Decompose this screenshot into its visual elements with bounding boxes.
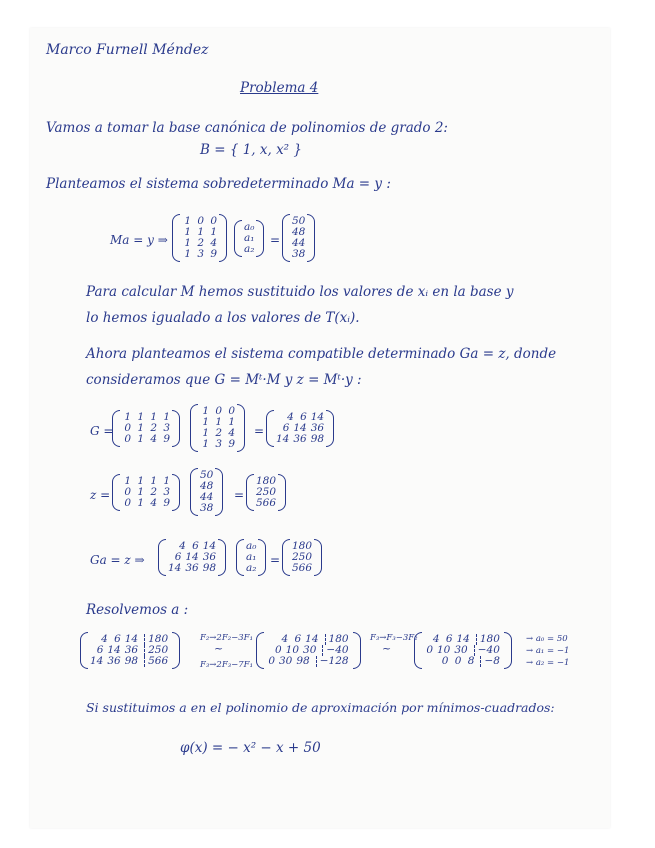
matrix-cell: 1 xyxy=(163,475,170,487)
matrix-cell: 4 xyxy=(179,540,186,552)
matrix-cell: 9 xyxy=(163,497,170,509)
matrix-left-bracket xyxy=(236,539,244,576)
para-M-line1: Para calcular M hemos sustituido los valores de xᵢ en la base y xyxy=(86,284,514,300)
row-equivalence-icon: ~ xyxy=(214,642,224,655)
matrix-row xyxy=(276,434,324,445)
matrix-cell: 2 xyxy=(150,422,157,434)
vector-y xyxy=(282,214,315,262)
matrix-cell: −40 xyxy=(474,645,500,656)
matrix-right-bracket xyxy=(326,410,334,447)
matrix-cell: 30 xyxy=(303,644,317,656)
matrix-cell: 44 xyxy=(292,237,306,249)
matrix-cell: 0 xyxy=(210,215,217,227)
matrix-left-bracket xyxy=(158,539,166,576)
matrix-cell: a₀ xyxy=(246,540,257,552)
matrix-left-bracket xyxy=(246,474,254,511)
matrix-left-bracket xyxy=(266,410,274,447)
matrix-row xyxy=(266,656,351,667)
equals-sign: = xyxy=(234,488,245,502)
matrix-cell: 0 xyxy=(228,405,235,417)
result-a2: → a₂ = −1 xyxy=(526,658,570,668)
matrix-cell: −40 xyxy=(322,645,348,656)
matrix-row xyxy=(424,656,502,667)
matrix-cell: 1 xyxy=(184,215,191,227)
matrix-cell: 44 xyxy=(200,491,214,503)
eq1-lhs: Ma = y ⇒ xyxy=(110,233,168,247)
matrix-cell: 0 xyxy=(274,644,282,656)
matrix-cell: 6 xyxy=(300,411,307,423)
matrix-cell: 38 xyxy=(200,502,214,514)
matrix-cell: 8 xyxy=(467,655,475,667)
vector-a xyxy=(236,539,266,576)
matrix-cell: 1 xyxy=(202,438,209,450)
matrix-cell: 4 xyxy=(150,433,157,445)
matrix-row xyxy=(200,439,235,450)
matrix-cell: 38 xyxy=(292,248,306,260)
matrix-cell: a₂ xyxy=(246,562,257,574)
matrix-cell: 10 xyxy=(285,644,300,656)
matrix-cell: 0 xyxy=(215,405,222,417)
matrix-cell: 36 xyxy=(124,644,139,656)
matrix-cell: 1 xyxy=(184,237,191,249)
matrix-cell: 180 xyxy=(256,475,277,487)
matrix-row xyxy=(122,434,170,445)
matrix-right-bracket xyxy=(314,539,322,576)
matrix-row xyxy=(246,563,256,574)
matrix-cell: 1 xyxy=(137,497,144,509)
matrix-cell: 1 xyxy=(150,475,157,487)
matrix-cell: 0 xyxy=(454,655,462,667)
notebook-page xyxy=(30,28,610,828)
matrix-cell: 250 xyxy=(144,645,168,656)
matrix-left-bracket xyxy=(414,632,422,669)
matrix-cell: 0 xyxy=(124,433,131,445)
vector-y xyxy=(190,468,223,516)
matrix-cell: 6 xyxy=(96,644,104,656)
matrix-cell: 30 xyxy=(454,644,468,656)
matrix-Mt xyxy=(112,410,180,447)
matrix-cell: 0 xyxy=(268,655,275,667)
matrix-cell: 1 xyxy=(137,411,144,423)
vector-a xyxy=(234,220,264,257)
matrix-cell: 3 xyxy=(197,248,204,260)
matrix-cell: 1 xyxy=(124,411,131,423)
matrix-cell: 6 xyxy=(192,540,199,552)
matrix-cell: 1 xyxy=(137,486,144,498)
matrix-cell: 0 xyxy=(197,215,204,227)
matrix-cell: a₁ xyxy=(246,551,257,563)
equals-sign: = xyxy=(270,233,281,247)
matrix-cell: 2 xyxy=(215,427,222,439)
matrix-right-bracket xyxy=(218,539,226,576)
matrix-cell: 4 xyxy=(432,633,440,645)
matrix-cell: 14 xyxy=(293,422,307,434)
matrix-cell: 6 xyxy=(282,422,290,434)
matrix-row xyxy=(90,656,170,667)
matrix-left-bracket xyxy=(282,539,290,576)
vector-z xyxy=(282,539,322,576)
matrix-M xyxy=(172,214,227,262)
matrix-cell: 14 xyxy=(456,633,470,645)
matrix-left-bracket xyxy=(190,468,198,516)
matrix-left-bracket xyxy=(282,214,290,262)
matrix-right-bracket xyxy=(353,632,361,669)
matrix-left-bracket xyxy=(112,410,120,447)
matrix-right-bracket xyxy=(172,410,180,447)
matrix-cell: 1 xyxy=(137,422,144,434)
row-equivalence-icon: ~ xyxy=(382,642,392,655)
matrix-cell: 36 xyxy=(293,433,307,445)
matrix-cell: 14 xyxy=(276,433,290,445)
matrix-cell: 1 xyxy=(210,226,217,238)
matrix-cell: 6 xyxy=(174,551,182,563)
matrix-cell: 0 xyxy=(426,644,433,656)
row-op-1b: F₃→2F₃−7F₁ xyxy=(200,660,253,670)
matrix-cell: 566 xyxy=(256,497,277,509)
basis-text: B = { 1, x, x² } xyxy=(200,142,302,158)
matrix-cell: 180 xyxy=(476,634,500,645)
matrix-cell: 250 xyxy=(292,551,313,563)
matrix-cell: 14 xyxy=(168,562,182,574)
resolvemos-text: Resolvemos a : xyxy=(86,602,189,618)
vector-z xyxy=(246,474,286,511)
matrix-G xyxy=(158,539,226,576)
matrix-right-bracket xyxy=(307,214,315,262)
eqZ-lhs: z = xyxy=(90,488,111,502)
matrix-cell: 4 xyxy=(150,497,157,509)
matrix-cell: 6 xyxy=(114,633,121,645)
matrix-right-bracket xyxy=(172,632,180,669)
matrix-right-bracket xyxy=(237,404,245,452)
matrix-cell: 36 xyxy=(107,655,121,667)
matrix-cell: 0 xyxy=(124,422,131,434)
matrix-row xyxy=(168,563,216,574)
problem-title: Problema 4 xyxy=(240,80,319,96)
compat-line2: consideramos que G = Mᵗ·M y z = Mᵗ·y : xyxy=(86,372,362,388)
matrix-cell: 1 xyxy=(163,411,170,423)
matrix-cell: −8 xyxy=(480,656,499,667)
matrix-cell: 180 xyxy=(292,540,313,552)
augmented-matrix-3 xyxy=(414,632,512,669)
matrix-cell: 48 xyxy=(292,226,306,238)
compat-line1: Ahora planteamos el sistema compatible determinado Ga = z, donde xyxy=(86,346,557,362)
matrix-left-bracket xyxy=(80,632,88,669)
matrix-cell: 36 xyxy=(310,422,325,434)
matrix-right-bracket xyxy=(256,220,264,257)
matrix-cell: a₁ xyxy=(244,232,255,244)
matrix-cell: 98 xyxy=(310,433,325,445)
author-name: Marco Furnell Méndez xyxy=(46,42,209,58)
matrix-cell: 14 xyxy=(305,633,319,645)
matrix-right-bracket xyxy=(258,539,266,576)
matrix-cell: 48 xyxy=(200,480,214,492)
augmented-matrix-2 xyxy=(256,632,361,669)
matrix-cell: 14 xyxy=(90,655,104,667)
eqG-lhs: G = xyxy=(90,424,114,438)
matrix-cell: 0 xyxy=(441,655,449,667)
matrix-cell: 566 xyxy=(292,562,313,574)
matrix-cell: 1 xyxy=(228,416,235,428)
result-a1: → a₁ = −1 xyxy=(526,646,570,656)
final-polynomial: φ(x) = − x² − x + 50 xyxy=(180,740,321,756)
matrix-cell: −128 xyxy=(316,656,349,667)
matrix-row xyxy=(122,498,170,509)
matrix-row xyxy=(292,249,305,260)
matrix-right-bracket xyxy=(278,474,286,511)
matrix-right-bracket xyxy=(219,214,227,262)
matrix-row xyxy=(200,503,213,514)
matrix-cell: 10 xyxy=(437,644,451,656)
matrix-row xyxy=(182,249,217,260)
matrix-right-bracket xyxy=(504,632,512,669)
matrix-cell: 566 xyxy=(144,656,168,667)
matrix-cell: a₂ xyxy=(244,243,255,255)
matrix-left-bracket xyxy=(256,632,264,669)
matrix-cell: 98 xyxy=(202,562,217,574)
result-a0: → a₀ = 50 xyxy=(526,634,568,644)
matrix-cell: 4 xyxy=(228,427,235,439)
matrix-cell: 3 xyxy=(215,438,222,450)
matrix-cell: 4 xyxy=(287,411,294,423)
matrix-cell: 180 xyxy=(144,634,168,645)
matrix-cell: 1 xyxy=(202,416,209,428)
matrix-cell: a₀ xyxy=(244,221,255,233)
matrix-cell: 4 xyxy=(281,633,289,645)
matrix-cell: 98 xyxy=(124,655,139,667)
matrix-cell: 1 xyxy=(215,416,222,428)
matrix-cell: 14 xyxy=(185,551,199,563)
matrix-cell: 1 xyxy=(202,427,209,439)
matrix-cell: 50 xyxy=(292,215,306,227)
final-text: Si sustituimos a en el polinomio de aproximación por mínimos-cuadrados: xyxy=(86,700,555,715)
matrix-left-bracket xyxy=(172,214,180,262)
intro-text: Vamos a tomar la base canónica de polinomios de grado 2: xyxy=(46,120,448,136)
augmented-matrix-1 xyxy=(80,632,180,669)
matrix-cell: 9 xyxy=(228,438,235,450)
matrix-cell: 98 xyxy=(296,655,310,667)
matrix-cell: 30 xyxy=(279,655,293,667)
matrix-cell: 0 xyxy=(124,497,131,509)
equals-sign: = xyxy=(254,424,265,438)
matrix-cell: 14 xyxy=(202,540,217,552)
matrix-cell: 1 xyxy=(184,226,191,238)
matrix-cell: 1 xyxy=(124,475,131,487)
row-op-1a: F₂→2F₂−3F₁ xyxy=(200,633,253,643)
matrix-cell: 0 xyxy=(124,486,131,498)
matrix-row xyxy=(256,498,276,509)
row-op-2: F₃→F₃−3F₂ xyxy=(370,633,418,643)
matrix-right-bracket xyxy=(172,474,180,511)
matrix-cell: 1 xyxy=(202,405,209,417)
matrix-row xyxy=(292,563,312,574)
matrix-cell: 36 xyxy=(185,562,199,574)
matrix-cell: 1 xyxy=(184,248,191,260)
matrix-cell: 9 xyxy=(163,433,170,445)
matrix-cell: 3 xyxy=(163,422,170,434)
matrix-left-bracket xyxy=(190,404,198,452)
matrix-cell: 1 xyxy=(137,433,144,445)
matrix-cell: 1 xyxy=(137,475,144,487)
matrix-cell: 6 xyxy=(445,633,453,645)
matrix-cell: 14 xyxy=(310,411,325,423)
matrix-row xyxy=(244,244,254,255)
matrix-left-bracket xyxy=(234,220,242,257)
matrix-cell: 14 xyxy=(124,633,139,645)
matrix-cell: 4 xyxy=(210,237,217,249)
matrix-cell: 50 xyxy=(200,469,214,481)
para-M-line2: lo hemos igualado a los valores de T(xᵢ). xyxy=(86,310,360,326)
matrix-cell: 4 xyxy=(101,633,108,645)
matrix-cell: 250 xyxy=(256,486,277,498)
matrix-M xyxy=(190,404,245,452)
matrix-cell: 1 xyxy=(197,226,204,238)
matrix-cell: 14 xyxy=(107,644,121,656)
matrix-cell: 2 xyxy=(197,237,204,249)
matrix-cell: 1 xyxy=(150,411,157,423)
matrix-G xyxy=(266,410,334,447)
matrix-Mt xyxy=(112,474,180,511)
matrix-cell: 3 xyxy=(163,486,170,498)
matrix-cell: 2 xyxy=(150,486,157,498)
overdetermined-text: Planteamos el sistema sobredeterminado Ma = y : xyxy=(46,176,391,192)
equals-sign: = xyxy=(270,553,281,567)
matrix-cell: 6 xyxy=(294,633,302,645)
matrix-cell: 180 xyxy=(325,634,349,645)
eqGa-lhs: Ga = z ⇒ xyxy=(90,553,145,567)
matrix-cell: 36 xyxy=(202,551,217,563)
matrix-right-bracket xyxy=(215,468,223,516)
matrix-left-bracket xyxy=(112,474,120,511)
matrix-cell: 9 xyxy=(210,248,217,260)
